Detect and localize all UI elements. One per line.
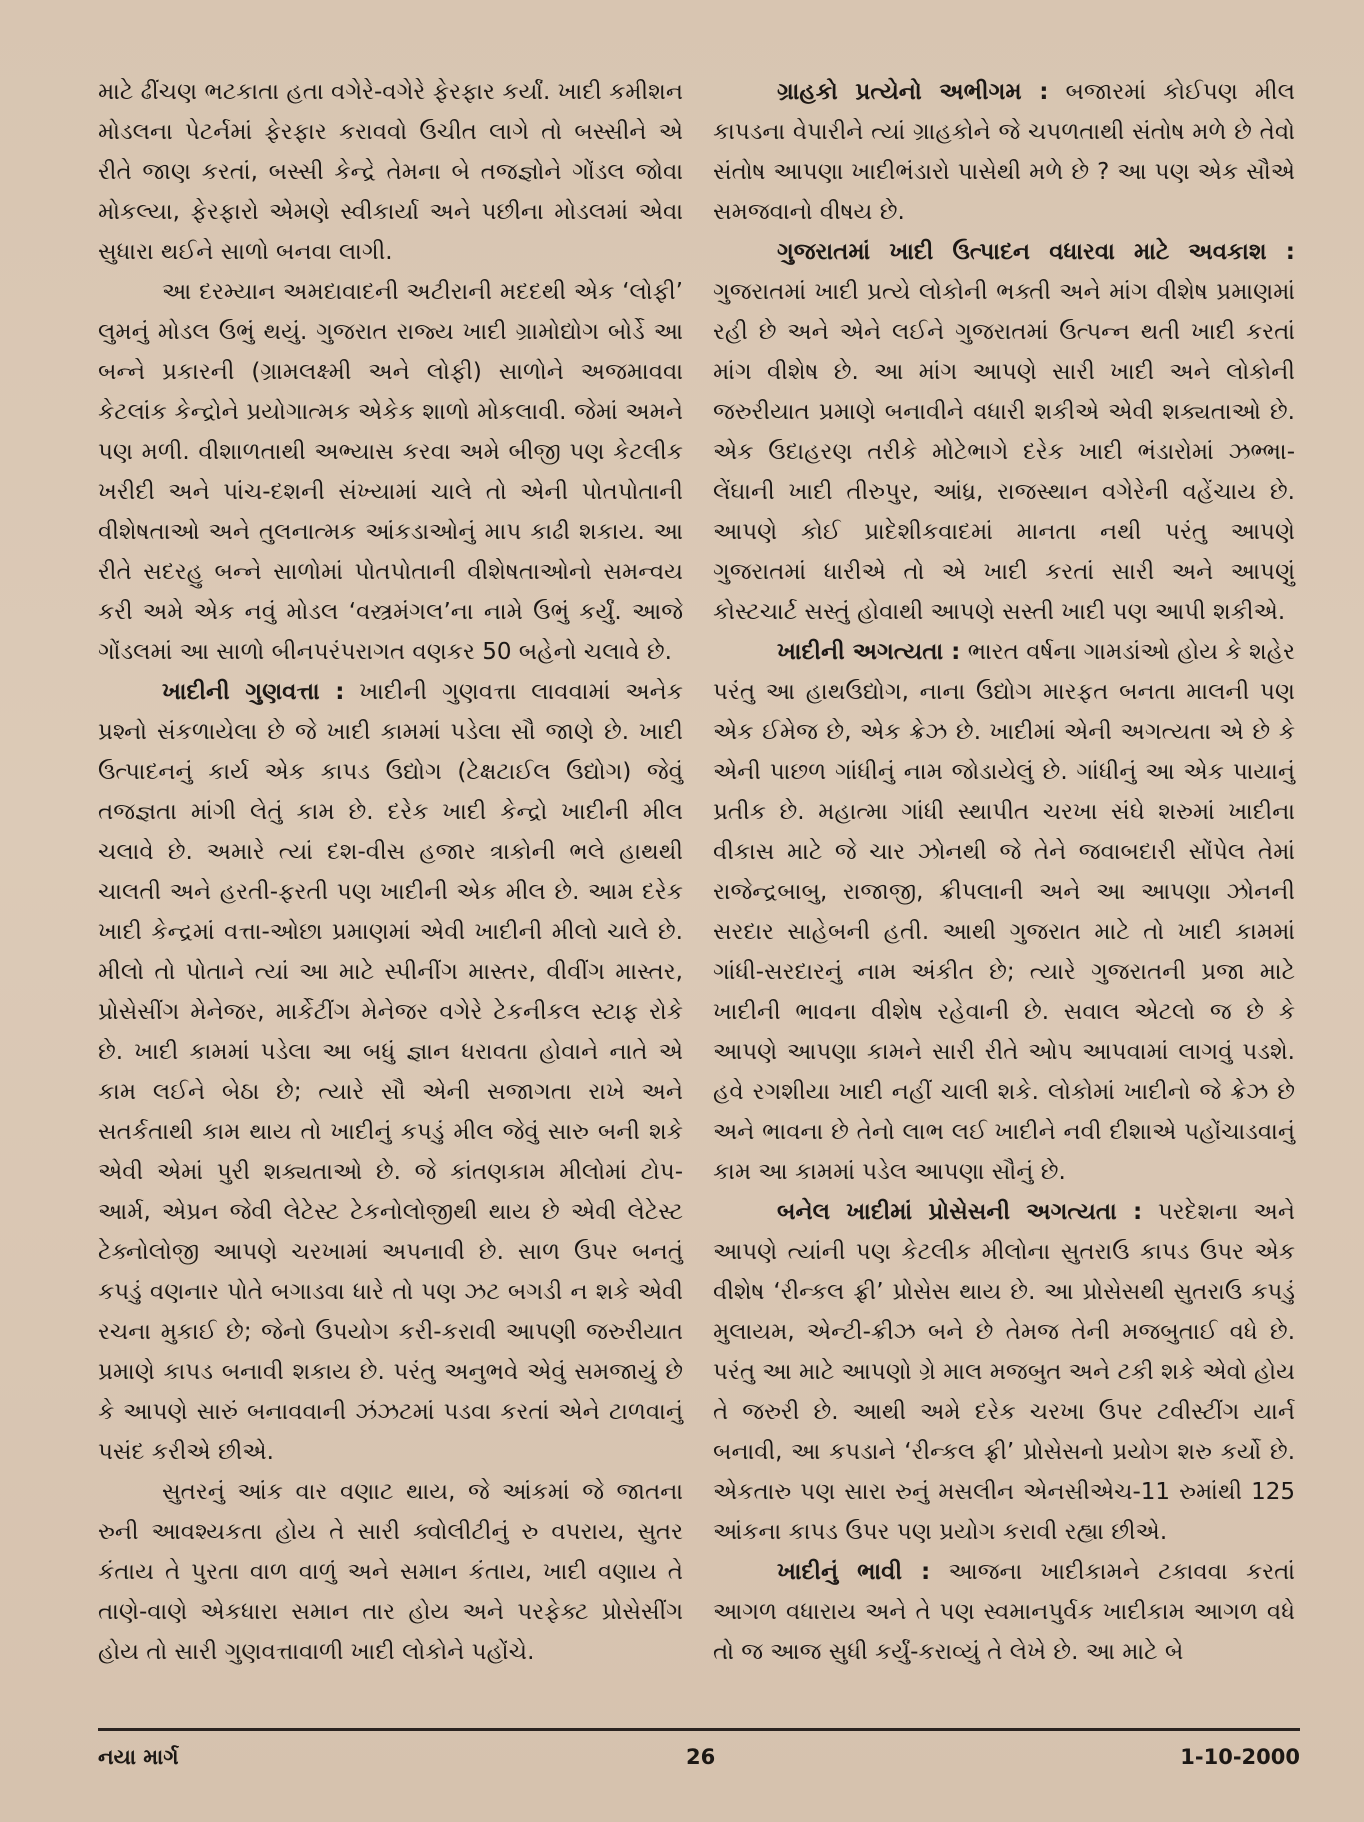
paragraph-text: ભારત વર્ષના ગામડાંઓ હોય કે શહેર પરંતુ આ હાથઉદ્યોગ, નાના ઉદ્યોગ મારફત બનતા માલની પણ એક ઈમેજ છે, એક ક્રેઝ છે. ખાદીમાં એની અગત્યતા એ છે કે એની પાછળ ગાંધીનું નામ જોડાયેલું છે. ગાંધીનું આ એક પાયાનું પ્રતીક છે. મહાત્મા ગાંધી સ્થાપીત ચરખા સંઘે શરુમાં ખાદીના વીકાસ માટે જે ચાર ઝોનથી જે તેને જવાબદારી સોંપેલ તેમાં રાજેન્દ્રબાબુ, રાજાજી, ક્રીપલાની અને આ આપણા ઝોનની સરદાર સાહેબની હતી. આથી ગુજરાત માટે તો ખાદી કામમાં ગાંધી-સરદારનું નામ અંકીત છે; ત્યારે ગુજરાતની પ્રજા માટે ખાદીની ભાવના વીશેષ રહેવાની છે. સવાલ એટલો જ છે કે આપણે આપણા કામને સારી રીતે ઓપ આપવામાં લાગવું પડશે. હવે રગશીયા ખાદી નહીં ચાલી શકે. લોકોમાં ખાદીનો જે ક્રેઝ છે અને ભાવના છે તેનો લાભ લઈ ખાદીને નવી દીશાએ પહોંચાડવાનું કામ આ કામમાં પડેલ આપણા સૌનું છે. xyxy=(713,639,1295,1185)
left-paragraph-2 xyxy=(98,272,683,672)
page-footer xyxy=(98,1728,1300,1781)
paragraph-text: માટે ઢીંચણ ભટકાતા હતા વગેરે-વગેરે ફેરફાર કર્યાં. ખાદી કમીશન મોડલના પેટર્નમાં ફેરફાર કરાવવો ઉચીત લાગે તો બસ્સીને એ રીતે જાણ કરતાં, બસ્સી કેન્દ્રે તેમના બે તજજ્ઞોને ગોંડલ જોવા મોકલ્યા, ફેરફારો એમણે સ્વીકાર્યા અને પછીના મોડલમાં એવા સુધારા થઈને સાળો બનવા લાગી. xyxy=(98,79,683,265)
left-column xyxy=(98,72,683,1672)
right-paragraph-4 xyxy=(713,1192,1295,1552)
right-paragraph-1 xyxy=(713,72,1295,232)
issue-date: 1-10-2000 xyxy=(1180,1745,1300,1769)
paragraph-heading: ગ્રાહકો પ્રત્યેનો અભીગમ : xyxy=(777,79,1049,105)
right-paragraph-3 xyxy=(713,632,1295,1192)
paragraph-text: ગુજરાતમાં ખાદી પ્રત્યે લોકોની ભક્તી અને માંગ વીશેષ પ્રમાણમાં રહી છે અને એને લઈને ગુજરાતમાં ઉત્પન્ન થતી ખાદી કરતાં માંગ વીશેષ છે. આ માંગ આપણે સારી ખાદી અને લોકોની જરુરીયાત પ્રમાણે બનાવીને વધારી શકીએ એવી શક્યતાઓ છે. એક ઉદાહરણ તરીકે મોટેભાગે દરેક ખાદી ભંડારોમાં ઝભ્ભા-લેંઘાની ખાદી તીરુપુર, આંધ્ર, રાજસ્થાન વગેરેની વહેંચાય છે. આપણે કોઈ પ્રાદેશીકવાદમાં માનતા નથી પરંતુ આપણે ગુજરાતમાં ધારીએ તો એ ખાદી કરતાં સારી અને આપણું કોસ્ટચાર્ટ સસ્તું હોવાથી આપણે સસ્તી ખાદી પણ આપી શકીએ. xyxy=(713,279,1295,625)
right-column xyxy=(713,72,1295,1672)
paragraph-heading: ગુજરાતમાં ખાદી ઉત્પાદન વધારવા માટે અવકાશ : xyxy=(777,239,1295,265)
publication-name: નયા માર્ગ xyxy=(98,1745,179,1769)
right-paragraph-2 xyxy=(713,232,1295,632)
paragraph-heading: ખાદીની અગત્યતા : xyxy=(777,639,961,665)
paragraph-text: આ દરમ્યાન અમદાવાદની અટીરાની મદદથી એક ‘લોફી’ લુમનું મોડલ ઉભું થયું. ગુજરાત રાજ્ય ખાદી ગ્રામોદ્યોગ બોર્ડે આ બન્ને પ્રકારની (ગ્રામલક્ષ્મી અને લોફી) સાળોને અજમાવવા કેટલાંક કેન્દ્રોને પ્રયોગાત્મક એકેક શાળો મોકલાવી. જેમાં અમને પણ મળી. વીશાળતાથી અભ્યાસ કરવા અમે બીજી પણ કેટલીક ખરીદી અને પાંચ-દશની સંખ્યામાં ચાલે તો એની પોતપોતાની વીશેષતાઓ અને તુલનાત્મક આંકડાઓનું માપ કાઢી શકાય. આ રીતે સદરહુ બન્ને સાળોમાં પોતપોતાની વીશેષતાઓનો સમન્વય કરી અમે એક નવું મોડલ ‘વસ્ત્રમંગલ’ના નામે ઉભું કર્યું. આજે ગોંડલમાં આ સાળો બીનપરંપરાગત વણકર 50 બહેનો ચલાવે છે. xyxy=(98,279,683,665)
paragraph-text: સુતરનું આંક વાર વણાટ થાય, જે આંકમાં જે જાતના રુની આવશ્યકતા હોય તે સારી ક્વોલીટીનું રુ વપરાય, સુતર કંતાય તે પુરતા વાળ વાળું અને સમાન કંતાય, ખાદી વણાય તે તાણે-વાણે એકધારા સમાન તાર હોય અને પરફેક્ટ પ્રોસેસીંગ હોય તો સારી ગુણવત્તાવાળી ખાદી લોકોને પહોંચે. xyxy=(98,1479,683,1665)
paragraph-text: ખાદીની ગુણવત્તા લાવવામાં અનેક પ્રશ્નો સંકળાયેલા છે જે ખાદી કામમાં પડેલા સૌ જાણે છે. ખાદી ઉત્પાદનનું કાર્ય એક કાપડ ઉદ્યોગ (ટેક્ષટાઈલ ઉદ્યોગ) જેવું તજજ્ઞતા માંગી લેતું કામ છે. દરેક ખાદી કેન્દ્રો ખાદીની મીલ ચલાવે છે. અમારે ત્યાં દશ-વીસ હજાર ત્રાકોની ભલે હાથથી ચાલતી અને હરતી-ફરતી પણ ખાદીની એક મીલ છે. આમ દરેક ખાદી કેન્દ્રમાં વત્તા-ઓછા પ્રમાણમાં એવી ખાદીની મીલો ચાલે છે. મીલો તો પોતાને ત્યાં આ માટે સ્પીનીંગ માસ્તર, વીવીંગ માસ્તર, પ્રોસેસીંગ મેનેજર, માર્કેટીંગ મેનેજર વગેરે ટેકનીકલ સ્ટાફ રોકે છે. ખાદી કામમાં પડેલા આ બધું જ્ઞાન ધરાવતા હોવાને નાતે એ કામ લઈને બેઠા છે; ત્યારે સૌ એની સજાગતા રાખે અને સતર્કતાથી કામ થાય તો ખાદીનું કપડું મીલ જેવું સારુ બની શકે એવી એમાં પુરી શક્યતાઓ છે. જે કાંતણકામ મીલોમાં ટોપ-આર્મ, એપ્રન જેવી લેટેસ્ટ ટેકનોલોજીથી થાય છે એવી લેટેસ્ટ ટેક્નોલોજી આપણે ચરખામાં અપનાવી છે. સાળ ઉપર બનતું કપડું વણનાર પોતે બગાડવા ધારે તો પણ ઝટ બગડી ન શકે એવી રચના મુકાઈ છે; જેનો ઉપયોગ કરી-કરાવી આપણી જરુરીયાત પ્રમાણે કાપડ બનાવી શકાય છે. પરંતુ અનુભવે એવું સમજાયું છે કે આપણે સારું બનાવવાની ઝંઝટમાં પડવા કરતાં એને ટાળવાનું પસંદ કરીએ છીએ. xyxy=(98,679,683,1465)
paragraph-heading: બનેલ ખાદીમાં પ્રોસેસની અગત્યતા : xyxy=(777,1199,1143,1225)
left-paragraph-3 xyxy=(98,672,683,1472)
right-paragraph-5 xyxy=(713,1552,1295,1672)
paragraph-text: આજના ખાદીકામને ટકાવવા કરતાં આગળ વધારાય અને તે પણ સ્વમાનપુર્વક ખાદીકામ આગળ વધે તો જ આજ સુધી કર્યું-કરાવ્યું તે લેખે છે. આ માટે બે xyxy=(713,1559,1295,1665)
paragraph-heading: ખાદીની ગુણવત્તા : xyxy=(162,679,345,705)
paragraph-text: બજારમાં કોઈપણ મીલ કાપડના વેપારીને ત્યાં ગ્રાહકોને જે ચપળતાથી સંતોષ મળે છે તેવો સંતોષ આપણા ખાદીભંડારો પાસેથી મળે છે ? આ પણ એક સૌએ સમજવાનો વીષય છે. xyxy=(713,79,1295,225)
paragraph-text: પરદેશના અને આપણે ત્યાંની પણ કેટલીક મીલોના સુતરાઉ કાપડ ઉપર એક વીશેષ ‘રીન્કલ ફ્રી’ પ્રોસેસ થાય છે. આ પ્રોસેસથી સુતરાઉ કપડું મુલાયમ, એન્ટી-ક્રીઝ બને છે તેમજ તેની મજબુતાઈ વધે છે. પરંતુ આ માટે આપણો ગ્રે માલ મજબુત અને ટકી શકે એવો હોય તે જરુરી છે. આથી અમે દરેક ચરખા ઉપર ટવીસ્ટીંગ યાર્ન બનાવી, આ કપડાને ‘રીન્કલ ફ્રી’ પ્રોસેસનો પ્રયોગ શરુ કર્યો છે. એકતારુ પણ સારા રુનું મસલીન એનસીએચ-11 રુમાંથી 125 આંકના કાપડ ઉપર પણ પ્રયોગ કરાવી રહ્યા છીએ. xyxy=(713,1199,1295,1545)
left-paragraph-1 xyxy=(98,72,683,272)
page-number: 26 xyxy=(686,1745,716,1769)
paragraph-heading: ખાદીનું ભાવી : xyxy=(777,1559,931,1585)
left-paragraph-4 xyxy=(98,1472,683,1672)
